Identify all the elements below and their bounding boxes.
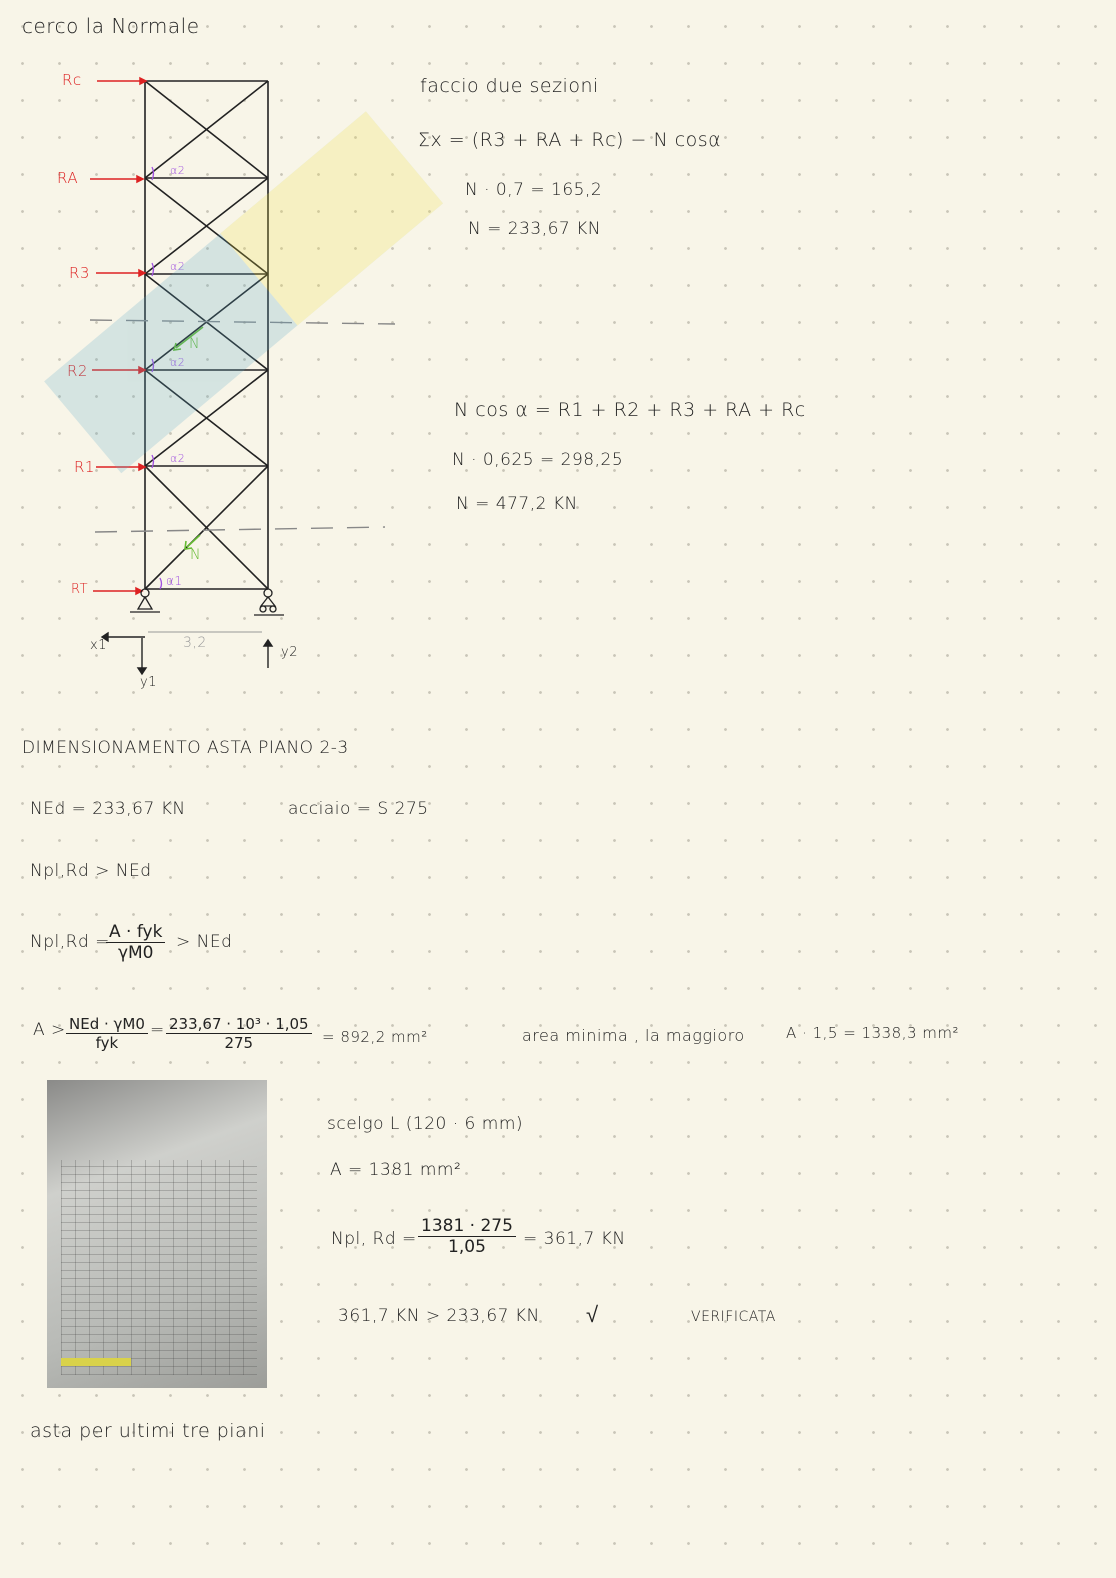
force-label-r3: R3 [69,264,90,282]
force-label-r1: R1 [74,458,95,476]
area-lhs: A > [33,1020,66,1040]
numerator: 1381 · 275 [418,1216,516,1237]
ned-value: NEd = 233,67 KN [30,799,186,819]
force-label-ra: RA [57,169,79,187]
page-title: cerco la Normale [22,14,200,38]
footer-note: asta per ultimi tre piani [30,1420,266,1442]
denominator: 1,05 [448,1237,486,1257]
check-mark-icon: √ [586,1303,599,1328]
equals: = [150,1020,165,1040]
check: 361,7 KN > 233,67 KN [338,1306,540,1326]
area-fraction [66,1015,148,1052]
profile-table-photo [47,1080,267,1388]
npl-lhs: Npl, Rd = [331,1229,417,1249]
axis-x1: x1 [90,638,107,653]
highlighted-row [61,1358,131,1366]
formula-fraction [106,922,165,963]
equation: N = 477,2 KN [456,494,578,514]
force-label-rt: RT [71,582,89,597]
angle-label: α2 [170,452,186,465]
equation: N = 233,67 KN [468,219,602,239]
area-increased: A · 1,5 = 1338,3 mm² [786,1024,960,1042]
equation: Σx = (R3 + RA + Rc) − N cosα [418,129,722,151]
angle-label: α2 [170,356,186,369]
condition: Npl,Rd > NEd [30,861,152,881]
angle-label: α2 [170,164,186,177]
numerator: A · fyk [106,922,165,943]
normal-label: N [190,547,201,563]
equation: N · 0,7 = 165,2 [465,180,603,200]
formula-lhs: Npl,Rd = [30,932,110,952]
normal-label: N [189,336,200,352]
npl-result: = 361,7 KN [523,1229,626,1249]
steel-grade: acciaio = S 275 [288,799,429,819]
equation: N cos α = R1 + R2 + R3 + RA + Rc [454,399,806,421]
section-heading: faccio due sezioni [420,75,599,97]
axis-y2: y2 [281,645,298,660]
numerator: NEd · γM0 [66,1015,148,1034]
table-grid [61,1160,257,1375]
area-result: = 892,2 mm² [322,1028,428,1046]
denominator: fyk [95,1034,119,1052]
axis-y1: y1 [140,675,157,690]
area-fraction [166,1015,312,1052]
dimensioning-heading: DIMENSIONAMENTO ASTA PIANO 2-3 [22,738,349,758]
equation: N · 0,625 = 298,25 [452,450,624,470]
formula-rhs: > NEd [176,932,233,952]
angle-label: α1 [166,574,183,588]
span-label: 3,2 [183,635,207,651]
truss-diagram [0,0,420,720]
profile-choice: scelgo L (120 · 6 mm) [327,1114,524,1134]
angle-label: α2 [170,260,186,273]
denominator: 275 [224,1034,254,1052]
npl-fraction [418,1216,516,1257]
chosen-area: A = 1381 mm² [330,1160,462,1180]
area-note: area minima , la maggioro [522,1026,745,1045]
force-label-rc: Rc [62,71,82,89]
force-label-r2: R2 [67,362,88,380]
verdict: VERIFICATA [691,1309,776,1325]
denominator: γM0 [117,943,154,963]
numerator: 233,67 · 10³ · 1,05 [166,1015,312,1034]
